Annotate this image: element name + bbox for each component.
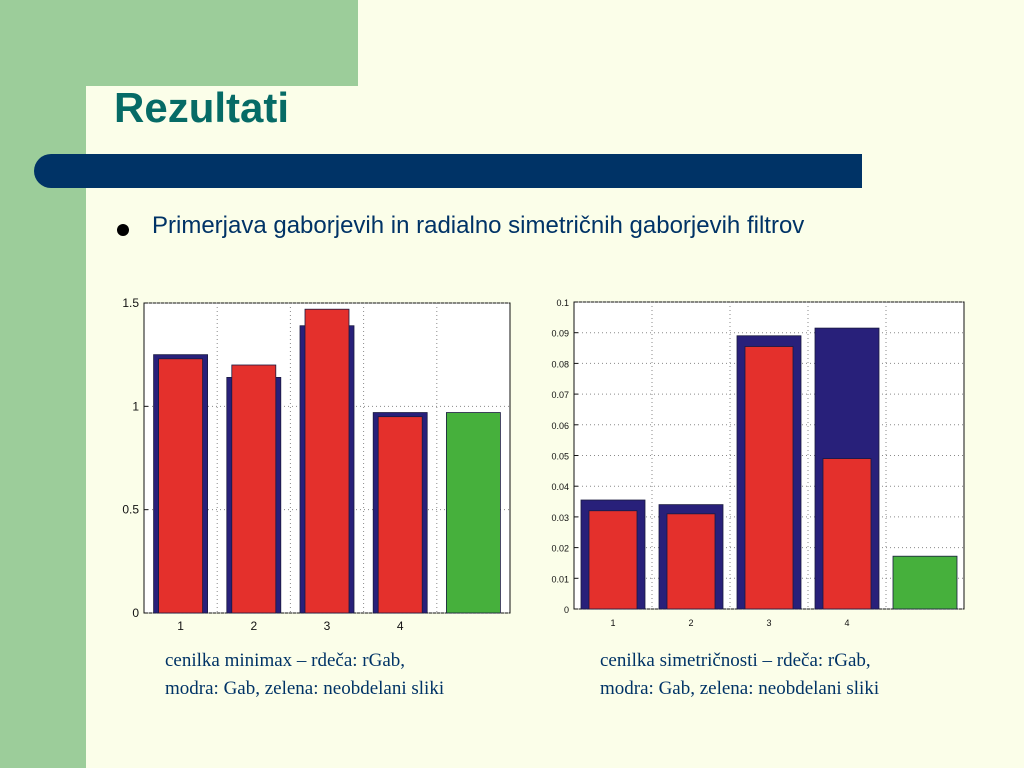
caption-minimax: [165, 647, 444, 703]
chart-minimax-bar: [446, 413, 500, 613]
chart-symmetry-ytick-label: 0.07: [551, 390, 569, 401]
chart-symmetry-bar: [823, 459, 871, 609]
chart-minimax-ytick-label: 0.5: [122, 502, 139, 517]
caption-symmetry-line-2: modra: Gab, zelena: neobdelani sliki: [600, 678, 880, 699]
decor-left-strip: [0, 0, 86, 768]
title-bar: [34, 154, 862, 188]
chart-symmetry-ytick-label: 0.03: [551, 512, 569, 523]
chart-minimax-bar: [159, 359, 203, 613]
chart-minimax-xtick-label: 2: [250, 619, 258, 633]
chart-minimax-ytick-label: 0: [132, 606, 139, 620]
chart-symmetry-xtick-label: 4: [844, 618, 850, 628]
chart-symmetry-bar: [667, 514, 715, 609]
chart-minimax-ytick-label: 1.5: [122, 296, 139, 310]
chart-minimax-bar: [232, 365, 276, 613]
chart-symmetry-bar: [893, 556, 957, 609]
bullet-text: Primerjava gaborjevih in radialno simetričnih gaborjevih filtrov: [152, 212, 805, 239]
chart-minimax-xtick-label: 4: [396, 619, 404, 633]
caption-minimax-line-2: modra: Gab, zelena: neobdelani sliki: [165, 678, 445, 699]
chart-symmetry-xtick-label: 3: [766, 618, 772, 628]
caption-symmetry: [600, 647, 879, 703]
chart-symmetry-ytick-label: 0.06: [551, 420, 569, 431]
chart-symmetry-ytick-label: 0.02: [551, 543, 569, 554]
chart-symmetry-xtick-label: 1: [610, 618, 616, 628]
chart-minimax-bar: [305, 309, 349, 613]
chart-symmetry-bar: [745, 347, 793, 609]
chart-symmetry-ytick-label: 0.04: [551, 482, 569, 493]
chart-symmetry-bar: [589, 511, 637, 609]
chart-minimax-bar: [378, 417, 422, 613]
chart-symmetry-ytick-label: 0.01: [551, 574, 569, 585]
chart-symmetry-xtick-label: 2: [688, 618, 694, 628]
chart-minimax-xtick-label: 1: [177, 619, 184, 633]
chart-symmetry-ytick-label: 0: [563, 605, 569, 615]
chart-symmetry-ytick-label: 0.05: [551, 451, 569, 462]
chart-minimax-xtick-label: 3: [323, 619, 331, 633]
caption-minimax-line-1: cenilka minimax – rdeča: rGab,: [165, 650, 406, 671]
chart-minimax-ytick-label: 1: [132, 399, 139, 414]
chart-minimax: [100, 288, 540, 648]
chart-symmetry-ytick-label: 0.08: [551, 359, 569, 370]
chart-symmetry-ytick-label: 0.09: [551, 328, 569, 339]
chart-symmetry: [540, 288, 980, 648]
chart-symmetry-ytick-label: 0.1: [556, 298, 569, 308]
decor-top-block: [86, 0, 358, 86]
bullet-dot: [117, 224, 129, 236]
slide-title: Rezultati: [114, 84, 290, 131]
caption-symmetry-line-1: cenilka simetričnosti – rdeča: rGab,: [600, 650, 871, 671]
